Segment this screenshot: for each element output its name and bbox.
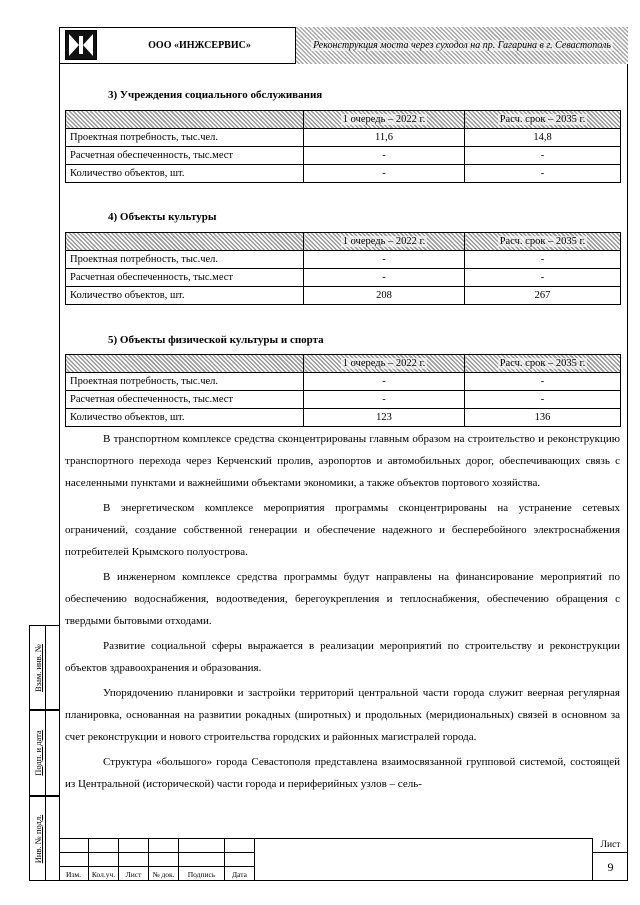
cell-value: - (304, 373, 465, 391)
row-label: Расчетная обеспеченность, тыс.мест (66, 269, 304, 287)
sheet-number-box (592, 838, 628, 881)
cell-value: - (304, 251, 465, 269)
cell-value: - (465, 373, 621, 391)
section-title: 5) Объекты физической культуры и спорта (108, 334, 324, 346)
side-stamp-label: Подп. и дата (32, 730, 43, 776)
data-table (65, 354, 621, 427)
section-title: 4) Объекты культуры (108, 211, 217, 223)
document-header (59, 27, 628, 64)
cell-value: 208 (304, 287, 465, 305)
cell-value: - (465, 165, 621, 183)
data-table (65, 232, 621, 305)
side-stamp-podp (29, 710, 59, 796)
section-title: 3) Учреждения социального обслуживания (108, 89, 323, 101)
stamp-label-izm: Изм. (59, 866, 89, 881)
cell-value: - (304, 269, 465, 287)
paragraph: Упорядочению планировки и застройки территорий центральной части города служит веерная регулярная планировка, основанная на развитии рокадных (широтных) и продольных (меридиональных) связей в основном за счет реконструкции и нового строительства городских и районных магистралей города. (65, 687, 620, 743)
table-row (66, 147, 621, 165)
cell-value: - (465, 391, 621, 409)
table-row (66, 373, 621, 391)
column-header: Расч. срок – 2035 г. (499, 113, 586, 125)
cell-value: 267 (465, 287, 621, 305)
cell-value: 14,8 (465, 129, 621, 147)
table-row (66, 409, 621, 427)
stamp-label-podpis: Подпись (179, 866, 225, 881)
row-label: Расчетная обеспеченность, тыс.мест (66, 391, 304, 409)
table-row (66, 269, 621, 287)
table-row (66, 251, 621, 269)
row-label: Проектная потребность, тыс.чел. (66, 373, 304, 391)
data-table (65, 110, 621, 183)
side-stamp-label: Взам. инв. № (32, 643, 43, 692)
column-header: 1 очередь – 2022 г. (342, 113, 426, 125)
stamp-label-list: Лист (119, 866, 149, 881)
title-block (59, 838, 628, 881)
row-label: Количество объектов, шт. (66, 165, 304, 183)
paragraph: Развитие социальной сферы выражается в реализации мероприятий по строительству и реконструкции объектов здравоохранения и образования. (65, 640, 620, 674)
sheet-number: 9 (607, 860, 614, 874)
stamp-label-ndok: № док. (149, 866, 179, 881)
side-stamp-inv (29, 796, 59, 881)
table-header-row (66, 111, 621, 129)
revision-grid (59, 838, 255, 881)
row-label: Проектная потребность, тыс.чел. (66, 129, 304, 147)
stamp-label-data: Дата (225, 866, 255, 881)
side-stamp-label: Инв. № подл. (32, 814, 43, 863)
cell-value: - (304, 391, 465, 409)
column-header: Расч. срок – 2035 г. (499, 357, 586, 369)
cell-value: 136 (465, 409, 621, 427)
paragraph: Структура «большого» города Севастополя представлена взаимосвязанной групповой системой, состоящей из Центральной (исторической) части города и периферийных узлов – сель- (65, 756, 620, 790)
cell-value: - (465, 147, 621, 165)
cell-value: - (304, 165, 465, 183)
table-row (66, 165, 621, 183)
row-label: Количество объектов, шт. (66, 287, 304, 305)
paragraph: В энергетическом комплексе мероприятия программы сконцентрированы на устранение сетевых ограничений, создание собственной генерации и обеспечение надежного и бесперебойного электроснабжения потребителей Крымского полуострова. (65, 502, 620, 558)
table-header-row (66, 233, 621, 251)
cell-value: 11,6 (304, 129, 465, 147)
sheet-label: Лист (593, 838, 628, 853)
cell-value: - (465, 269, 621, 287)
company-logo-icon (65, 30, 97, 60)
paragraph: В транспортном комплексе средства сконцентрированы главным образом на строительство и реконструкцию транспортного перехода через Керченский пролив, аэропортов и автомобильных дорог, обеспечивающих связь с населенными пунктами и важнейшими объектами экономики, а также объектов портового хозяйства. (65, 433, 620, 489)
stamp-label-koluch: Кол.уч. (89, 866, 119, 881)
table-row (66, 287, 621, 305)
cell-value: - (304, 147, 465, 165)
column-header: 1 очередь – 2022 г. (342, 357, 426, 369)
company-name: ООО «ИНЖСЕРВИС» (104, 27, 296, 64)
table-row (66, 129, 621, 147)
paragraph: В инженерном комплексе средства программы будут направлены на финансирование мероприятий по обеспечению водоснабжения, водоотведения, берегоукрепления и теплоснабжения, обеспечению обращения с твердыми бытовыми отходами. (65, 571, 620, 627)
project-title: Реконструкция моста через суходол на пр. Гагарина в г. Севастополь (296, 27, 628, 64)
side-stamp-vzam (29, 625, 59, 710)
cell-value: 123 (304, 409, 465, 427)
column-header: Расч. срок – 2035 г. (499, 235, 586, 247)
column-header: 1 очередь – 2022 г. (342, 235, 426, 247)
table-header-row (66, 355, 621, 373)
body-text (65, 428, 620, 798)
row-label: Расчетная обеспеченность, тыс.мест (66, 147, 304, 165)
cell-value: - (465, 251, 621, 269)
row-label: Количество объектов, шт. (66, 409, 304, 427)
row-label: Проектная потребность, тыс.чел. (66, 251, 304, 269)
table-row (66, 391, 621, 409)
